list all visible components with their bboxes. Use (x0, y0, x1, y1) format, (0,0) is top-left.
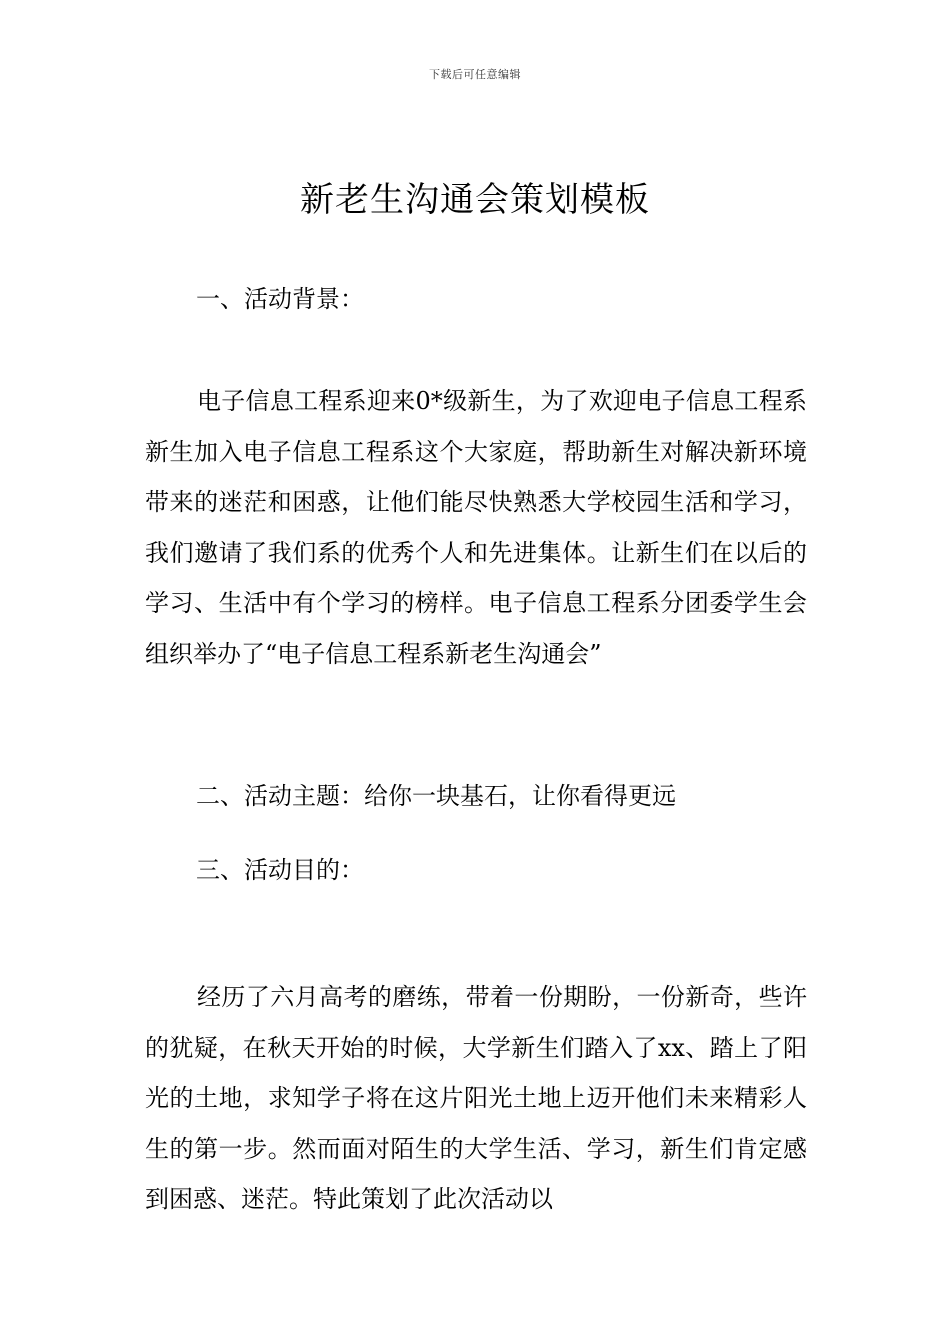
paragraph-purpose: 经历了六月高考的磨练，带着一份期盼，一份新奇，些许的犹疑，在秋天开始的时候，大学新生们踏入了xx、踏上了阳光的土地，求知学子将在这片阳光土地上迈开他们未来精彩人生的第一步。然而面对陌生的大学生活、学习，新生们肯定感到困惑、迷茫。特此策划了此次活动以 (145, 983, 807, 1213)
paragraph-background: 电子信息工程系迎来0*级新生，为了欢迎电子信息工程系新生加入电子信息工程系这个大家庭，帮助新生对解决新环境带来的迷茫和困惑，让他们能尽快熟悉大学校园生活和学习，我们邀请了我们系的优秀个人和先进集体。让新生们在以后的学习、生活中有个学习的榜样。电子信息工程系分团委学生会组织举办了“电子信息工程系新老生沟通会” (145, 387, 807, 668)
document-title: 新老生沟通会策划模板 (300, 180, 650, 220)
section-heading-purpose: 三、活动目的： (196, 856, 364, 884)
header-note: 下载后可任意编辑 (429, 68, 521, 81)
section-heading-theme: 二、活动主题：给你一块基石，让你看得更远 (196, 782, 676, 810)
section-heading-background: 一、活动背景： (196, 285, 364, 313)
